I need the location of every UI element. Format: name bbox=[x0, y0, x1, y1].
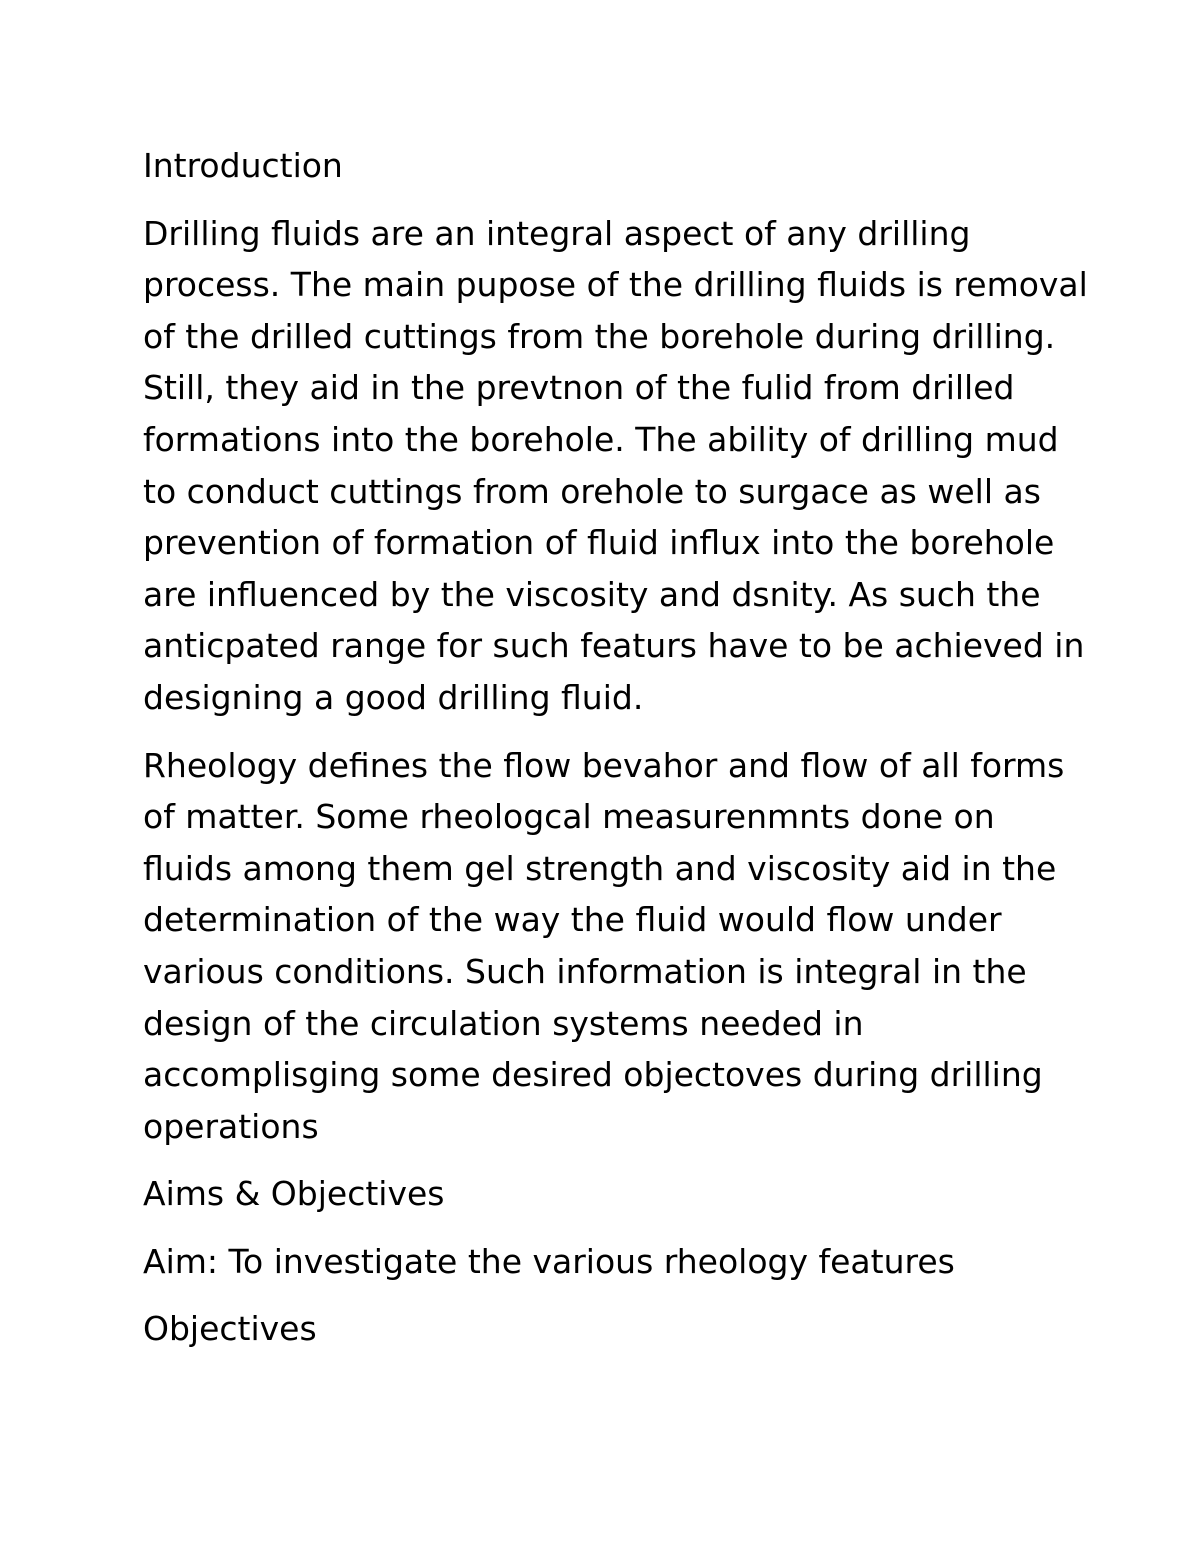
paragraph-line: Still, they aid in the prevtnon of the fulid from drilled bbox=[143, 368, 1015, 408]
paragraph-line: accomplisging some desired objectoves during drilling bbox=[143, 1055, 1043, 1095]
paragraph-line: Drilling fluids are an integral aspect of any drilling bbox=[143, 213, 971, 253]
paragraph-drilling-fluids bbox=[143, 208, 1088, 724]
paragraph-line: are influenced by the viscosity and dsnity. As such the bbox=[143, 574, 1041, 614]
paragraph-line: design of the circulation systems needed in bbox=[143, 1003, 864, 1043]
aim-statement: Aim: To investigate the various rheology features bbox=[143, 1241, 955, 1281]
paragraph-line: determination of the way the fluid would flow under bbox=[143, 900, 1002, 940]
paragraph-line: to conduct cuttings from orehole to surgace as well as bbox=[143, 471, 1041, 511]
heading-aims-objectives: Aims & Objectives bbox=[143, 1174, 445, 1214]
paragraph-rheology bbox=[143, 740, 1078, 1153]
paragraph-line: designing a good drilling fluid. bbox=[143, 677, 644, 717]
paragraph-line: various conditions. Such information is integral in the bbox=[143, 951, 1027, 991]
paragraph-line: of the drilled cuttings from the borehole during drilling. bbox=[143, 316, 1056, 356]
paragraph-line: Rheology defines the flow bevahor and flow of all forms bbox=[143, 745, 1065, 785]
paragraph-line: process. The main pupose of the drilling fluids is removal bbox=[143, 265, 1088, 305]
paragraph-line: anticpated range for such featurs have to be achieved in bbox=[143, 626, 1085, 666]
heading-introduction: Introduction bbox=[143, 146, 343, 185]
paragraph-line: prevention of formation of fluid influx into the borehole bbox=[143, 523, 1055, 563]
heading-objectives: Objectives bbox=[143, 1309, 317, 1349]
paragraph-line: operations bbox=[143, 1106, 319, 1146]
paragraph-line: fluids among them gel strength and viscosity aid in the bbox=[143, 848, 1057, 888]
paragraph-line: formations into the borehole. The ability of drilling mud bbox=[143, 419, 1059, 459]
paragraph-line: of matter. Some rheologcal measurenmnts done on bbox=[143, 797, 995, 837]
document-body bbox=[143, 140, 1088, 1371]
